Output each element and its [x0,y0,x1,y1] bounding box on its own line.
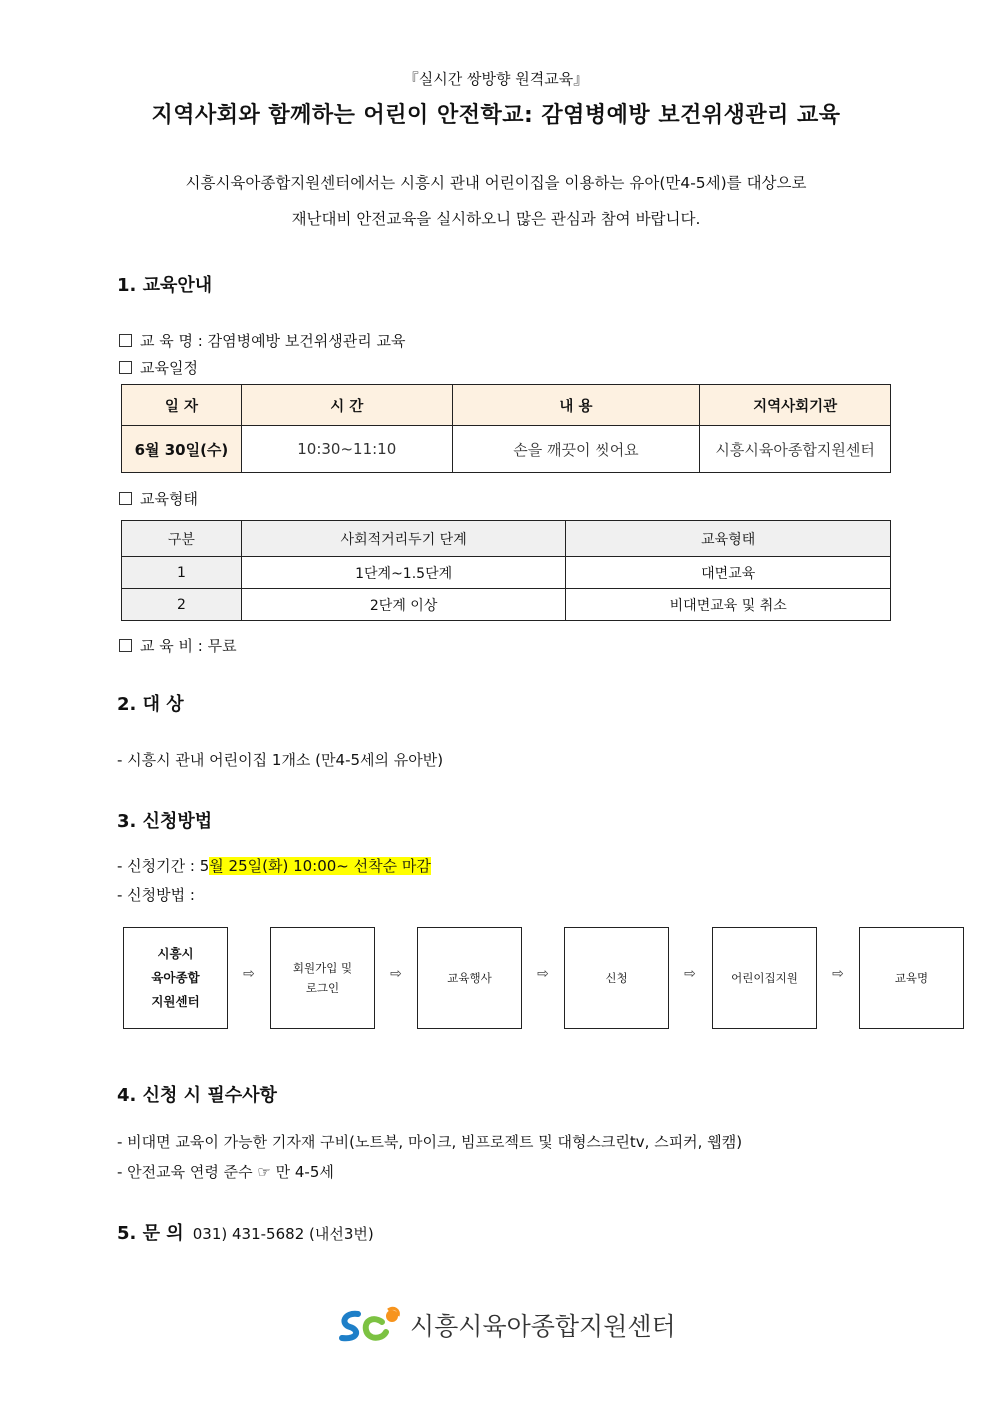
schedule-time: 10:30~11:10 [241,426,452,473]
form-row [122,557,891,589]
schedule-item-text: 교육일정 [140,359,198,377]
intro-line-2: 재난대비 안전교육을 실시하오니 많은 관심과 참여 바랍니다. [291,210,701,228]
flow-step-center-line: 육아종합 [151,970,200,985]
flow-step-course-name: 교육명 [859,927,964,1029]
flow-step-daycare-support: 어린이집지원 [712,927,817,1029]
application-period-value: 월 25일(화) 10:00~ 선착순 마감 [209,857,431,875]
flow-step-event: 교육행사 [417,927,522,1029]
center-logo-icon [336,1306,402,1344]
flow-arrow-icon: ⇨ [684,966,696,982]
schedule-header-row [122,385,891,426]
form-row-type: 비대면교육 및 취소 [566,589,891,621]
footer-org-name: 시흥시육아종합지원센터 [410,1312,676,1341]
form-row-stage: 2단계 이상 [241,589,566,621]
schedule-table [121,384,891,473]
section-3-heading: 3. 신청방법 [117,811,213,832]
schedule-content: 손을 깨끗이 씻어요 [452,426,700,473]
footer-logo [336,1306,676,1344]
target-line: - 시흥시 관내 어린이집 1개소 (만4-5세의 유아반) [117,751,444,769]
form-header-row [122,521,891,557]
checkbox-icon [119,334,132,347]
application-period [117,855,431,876]
flow-arrow-icon: ⇨ [832,966,844,982]
schedule-row [122,426,891,473]
education-name-item [119,330,406,351]
flow-step-apply: 신청 [564,927,669,1029]
form-item [119,488,198,509]
application-method-label: - 신청방법 : [117,886,195,904]
fee-item [119,635,237,656]
form-item-text: 교육형태 [140,490,198,508]
schedule-agency: 시흥시육아종합지원센터 [700,426,891,473]
form-row-type: 대면교육 [566,557,891,589]
schedule-header-time: 시 간 [241,385,452,426]
checkbox-icon [119,639,132,652]
form-row-category: 1 [122,557,242,589]
education-name-text: 교 육 명 : 감염병예방 보건위생관리 교육 [140,332,406,350]
flow-arrow-icon: ⇨ [537,966,549,982]
application-period-label: - 신청기간 : 5 [117,857,210,875]
form-row [122,589,891,621]
intro-line-1: 시흥시육아종합지원센터에서는 시흥시 관내 어린이집을 이용하는 유아(만4-5세)를 대상으로 [185,174,807,192]
form-header-stage: 사회적거리두기 단계 [241,521,566,557]
form-header-type: 교육형태 [566,521,891,557]
schedule-item [119,357,198,378]
flow-arrow-icon: ⇨ [243,966,255,982]
checkbox-icon [119,492,132,505]
schedule-header-content: 내 용 [452,385,700,426]
section-4-heading: 4. 신청 시 필수사항 [117,1085,277,1106]
contact-phone: 031) 431-5682 (내선3번) [192,1225,374,1243]
flow-step-login-line: 회원가입 및 [292,961,353,975]
section-2-heading: 2. 대 상 [117,694,184,715]
flow-step-center [123,927,228,1029]
checkbox-icon [119,361,132,374]
section-1-heading: 1. 교육안내 [117,275,213,296]
form-header-category: 구분 [122,521,242,557]
form-row-stage: 1단계~1.5단계 [241,557,566,589]
flow-step-center-line: 시흥시 [157,946,194,961]
flow-step-login [270,927,375,1029]
schedule-header-agency: 지역사회기관 [700,385,891,426]
flow-step-login-line: 로그인 [305,981,340,995]
flow-arrow-icon: ⇨ [390,966,402,982]
form-row-category: 2 [122,589,242,621]
document-title: 지역사회와 함께하는 어린이 안전학교: 감염병예방 보건위생관리 교육 [151,103,841,128]
flow-step-center-line: 지원센터 [151,994,200,1009]
section-5-heading: 5. 문 의 [117,1223,184,1244]
schedule-header-date: 일 자 [122,385,242,426]
form-table [121,520,891,621]
requirement-line-1: - 비대면 교육이 가능한 기자재 구비(노트북, 마이크, 빔프로젝트 및 대형스크린tv, 스피커, 웹캠) [117,1133,743,1151]
contact-line [117,1219,374,1245]
schedule-date: 6월 30일(수) [122,426,242,473]
document-subtitle: 『실시간 쌍방향 원격교육』 [403,70,589,88]
fee-item-text: 교 육 비 : 무료 [140,637,237,655]
requirement-line-2: - 안전교육 연령 준수 ☞ 만 4-5세 [117,1163,334,1181]
